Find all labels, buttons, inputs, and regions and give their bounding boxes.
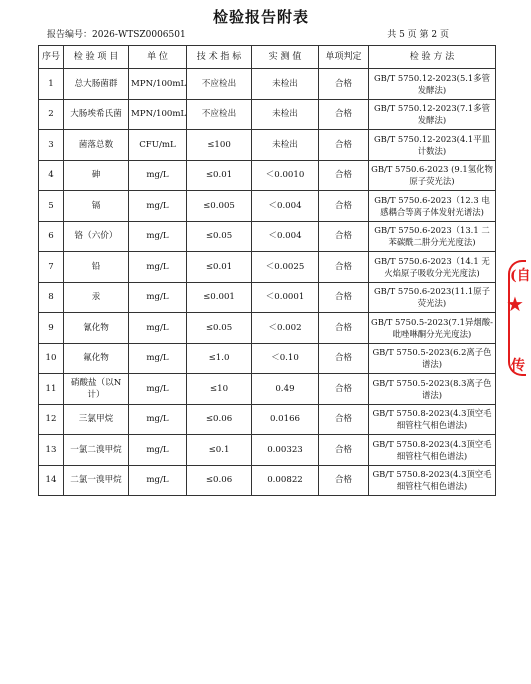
row-item: 菌落总数	[64, 130, 129, 161]
row-item: 大肠埃希氏菌	[64, 99, 129, 130]
row-value: 0.0166	[252, 404, 319, 435]
header-value: 实 测 值	[252, 46, 319, 69]
row-item: 汞	[64, 282, 129, 313]
row-unit: MPN/100mL	[129, 69, 187, 100]
row-unit: mg/L	[129, 404, 187, 435]
row-method: GB/T 5750.12-2023(7.1多管发酵法)	[369, 99, 496, 130]
row-value: 0.00822	[252, 465, 319, 496]
row-limit: 不应检出	[187, 99, 252, 130]
row-unit: mg/L	[129, 465, 187, 496]
table-row	[39, 99, 496, 130]
row-verdict: 合格	[319, 221, 369, 252]
row-number: 8	[39, 282, 64, 313]
row-value: 未检出	[252, 99, 319, 130]
row-item: 三氯甲烷	[64, 404, 129, 435]
row-number: 5	[39, 191, 64, 222]
table-row	[39, 343, 496, 374]
header-item: 检 验 项 目	[64, 46, 129, 69]
table-row	[39, 130, 496, 161]
report-number: 报告编号：2026-WTSZ0006501	[47, 30, 186, 40]
row-item: 总大肠菌群	[64, 69, 129, 100]
row-verdict: 合格	[319, 191, 369, 222]
row-value: ＜0.0025	[252, 252, 319, 283]
header-verdict: 单项判定	[319, 46, 369, 69]
row-unit: mg/L	[129, 282, 187, 313]
row-unit: mg/L	[129, 191, 187, 222]
row-method: GB/T 5750.6-2023（14.1 无火焰原子吸收分光光度法)	[369, 252, 496, 283]
row-unit: mg/L	[129, 435, 187, 466]
row-limit: ≤0.06	[187, 465, 252, 496]
row-number: 10	[39, 343, 64, 374]
page-title: 检验报告附表	[212, 8, 309, 26]
page-info: 共 5 页 第 2 页	[387, 30, 449, 40]
row-number: 7	[39, 252, 64, 283]
row-value: ＜0.004	[252, 191, 319, 222]
row-limit: ≤100	[187, 130, 252, 161]
row-number: 13	[39, 435, 64, 466]
row-value: 0.49	[252, 374, 319, 405]
row-value: ＜0.004	[252, 221, 319, 252]
row-number: 4	[39, 160, 64, 191]
row-item: 一氯二溴甲烷	[64, 435, 129, 466]
row-unit: mg/L	[129, 221, 187, 252]
row-value: 0.00323	[252, 435, 319, 466]
table-row	[39, 374, 496, 405]
row-unit: mg/L	[129, 313, 187, 344]
row-verdict: 合格	[319, 465, 369, 496]
row-verdict: 合格	[319, 282, 369, 313]
row-method: GB/T 5750.6-2023 (9.1氢化物原子荧光法)	[369, 160, 496, 191]
row-verdict: 合格	[319, 374, 369, 405]
row-method: GB/T 5750.5-2023(8.3离子色谱法)	[369, 374, 496, 405]
row-method: GB/T 5750.5-2023(7.1异烟酸-吡唑啉酮分光光度法)	[369, 313, 496, 344]
row-method: GB/T 5750.8-2023(4.3顶空毛细管柱气相色谱法)	[369, 404, 496, 435]
row-item: 铅	[64, 252, 129, 283]
table-row	[39, 191, 496, 222]
stamp-text-bottom: 传	[511, 358, 525, 374]
star-icon: ★	[506, 292, 524, 316]
row-value: 未检出	[252, 69, 319, 100]
table-row	[39, 69, 496, 100]
row-limit: ≤0.001	[187, 282, 252, 313]
row-value: ＜0.0001	[252, 282, 319, 313]
stamp-text-top: (自	[510, 268, 531, 284]
row-verdict: 合格	[319, 313, 369, 344]
row-number: 3	[39, 130, 64, 161]
row-verdict: 合格	[319, 160, 369, 191]
row-limit: ≤10	[187, 374, 252, 405]
row-unit: mg/L	[129, 343, 187, 374]
row-unit: MPN/100mL	[129, 99, 187, 130]
row-verdict: 合格	[319, 404, 369, 435]
row-value: ＜0.002	[252, 313, 319, 344]
row-method: GB/T 5750.12-2023(4.1平皿计数法)	[369, 130, 496, 161]
row-limit: ≤0.05	[187, 221, 252, 252]
row-number: 9	[39, 313, 64, 344]
row-verdict: 合格	[319, 435, 369, 466]
row-limit: 不应检出	[187, 69, 252, 100]
row-item: 铬（六价）	[64, 221, 129, 252]
row-limit: ≤0.01	[187, 252, 252, 283]
row-limit: ≤0.05	[187, 313, 252, 344]
table-row	[39, 160, 496, 191]
row-method: GB/T 5750.6-2023（13.1 二苯碳酰二肼分光光度法)	[369, 221, 496, 252]
row-verdict: 合格	[319, 130, 369, 161]
row-item: 硝酸盐（以N计）	[64, 374, 129, 405]
row-verdict: 合格	[319, 69, 369, 100]
header-no: 序号	[39, 46, 64, 69]
row-number: 2	[39, 99, 64, 130]
row-limit: ≤0.06	[187, 404, 252, 435]
table-row	[39, 282, 496, 313]
header-unit: 单 位	[129, 46, 187, 69]
row-verdict: 合格	[319, 99, 369, 130]
row-number: 1	[39, 69, 64, 100]
row-number: 11	[39, 374, 64, 405]
row-number: 6	[39, 221, 64, 252]
row-limit: ≤0.01	[187, 160, 252, 191]
row-item: 氟化物	[64, 343, 129, 374]
table-row	[39, 435, 496, 466]
row-item: 镉	[64, 191, 129, 222]
row-unit: mg/L	[129, 160, 187, 191]
header-method: 检 验 方 法	[369, 46, 496, 69]
table-row	[39, 313, 496, 344]
row-method: GB/T 5750.8-2023(4.3顶空毛细管柱气相色谱法)	[369, 435, 496, 466]
row-verdict: 合格	[319, 343, 369, 374]
row-item: 氰化物	[64, 313, 129, 344]
row-limit: ≤1.0	[187, 343, 252, 374]
row-verdict: 合格	[319, 252, 369, 283]
row-method: GB/T 5750.6-2023（12.3 电感耦合等离子体发射光谱法)	[369, 191, 496, 222]
row-unit: CFU/mL	[129, 130, 187, 161]
row-item: 砷	[64, 160, 129, 191]
row-unit: mg/L	[129, 374, 187, 405]
row-value: ＜0.10	[252, 343, 319, 374]
row-item: 二氯一溴甲烷	[64, 465, 129, 496]
table-row	[39, 404, 496, 435]
table-row	[39, 221, 496, 252]
table-header-row	[39, 46, 496, 69]
row-method: GB/T 5750.5-2023(6.2离子色谱法)	[369, 343, 496, 374]
row-limit: ≤0.1	[187, 435, 252, 466]
row-value: 未检出	[252, 130, 319, 161]
row-number: 12	[39, 404, 64, 435]
row-method: GB/T 5750.6-2023(11.1原子荧光法)	[369, 282, 496, 313]
row-unit: mg/L	[129, 252, 187, 283]
report-table	[38, 45, 496, 496]
row-value: ＜0.0010	[252, 160, 319, 191]
row-method: GB/T 5750.12-2023(5.1多管发酵法)	[369, 69, 496, 100]
row-number: 14	[39, 465, 64, 496]
table-row	[39, 465, 496, 496]
row-limit: ≤0.005	[187, 191, 252, 222]
row-method: GB/T 5750.8-2023(4.3顶空毛细管柱气相色谱法)	[369, 465, 496, 496]
header-limit: 技 术 指 标	[187, 46, 252, 69]
table-row	[39, 252, 496, 283]
